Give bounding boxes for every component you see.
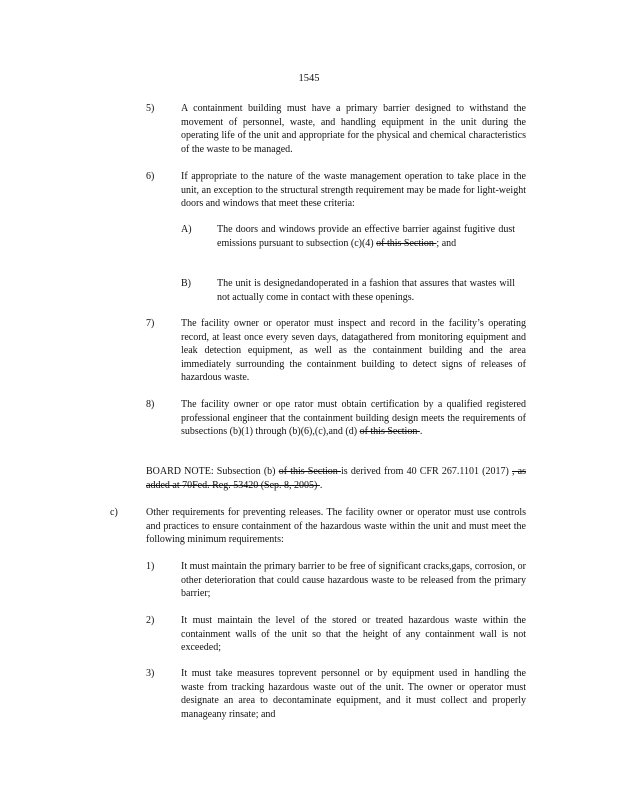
item-text: It must maintain the level of the stored or treated hazardous waste within the containment walls of the unit so that the height of any containment wall is not exceeded; <box>181 615 526 654</box>
item-label: 5) <box>146 103 155 114</box>
page-number: 1545 <box>298 73 320 84</box>
item-text: It must maintain the primary barrier to be free of significant cracks,gaps, corrosion, or other deterioration that could cause hazardous waste to be released from the primary barrier; <box>181 561 526 600</box>
struck-text: of this Section <box>359 426 420 438</box>
item-text: A containment building must have a primary barrier designed to withstand the movement of personnel, waste, and handling equipment in the unit during the operating life of the unit and appropriate for the physical and chemical characteristics of the waste to be managed. <box>181 103 526 155</box>
item-text-part: The doors and windows provide an effective barrier against fugitive dust emissions pursuant to subsection (c)(4) <box>217 224 515 249</box>
item-text: If appropriate to the nature of the waste management operation to take place in the unit, an exception to the structural strength requirement may be made for light-weight doors and windows that meet these criteria: <box>181 171 526 210</box>
item-text: It must take measures toprevent personnel or by equipment used in handling the waste from tracking hazardous waste out of the unit. The owner or operator must designate an area to decontaminate equipment, and it must collect and properly manageany rinsate; and <box>181 668 526 720</box>
item-text <box>181 398 526 439</box>
item-label: B) <box>181 278 191 289</box>
item-label: 2) <box>146 615 155 626</box>
item-label: 3) <box>146 668 155 679</box>
board-note <box>146 465 526 492</box>
item-label: c) <box>110 507 118 518</box>
item-label: 1) <box>146 561 155 572</box>
item-label: 6) <box>146 171 155 182</box>
item-text: Other requirements for preventing releases. The facility owner or operator must use controls and practices to ensure containment of the hazardous waste within the unit and must meet the following minimum requirements: <box>146 507 526 546</box>
item-text: The facility owner or operator must inspect and record in the facility’s operating record, at least once every seven days, datagathered from monitoring equipment and leak detection equipment, as well as the containment building and the area immediately surrounding the containment building to detect signs of releases of hazardous waste. <box>181 318 526 384</box>
item-label: 7) <box>146 318 155 329</box>
board-note-text: . <box>319 479 323 491</box>
item-text-part: The facility owner or ope rator must obtain certification by a qualified registered professional engineer that the containment building design meets the requirements of subsections (b)(1) through (b)(6),(c),and (d) <box>181 399 526 438</box>
item-text-part: ; and <box>436 237 457 249</box>
board-note-text: is derived from 40 CFR 267.1101 (2017) <box>340 466 512 477</box>
item-text-part: . <box>419 426 423 438</box>
struck-text: of this Section <box>278 466 341 477</box>
item-text: The unit is designedandoperated in a fashion that assures that wastes will not actually come in contact with these openings. <box>217 278 515 303</box>
struck-text: , as added at 70Fed. Reg. 53420 (Sep. 8, 2005) <box>146 466 526 491</box>
item-label: 8) <box>146 399 155 410</box>
item-text <box>217 223 515 250</box>
board-note-text: BOARD NOTE: Subsection (b) <box>146 466 279 477</box>
item-label: A) <box>181 224 192 235</box>
struck-text: of this Section <box>376 237 437 249</box>
